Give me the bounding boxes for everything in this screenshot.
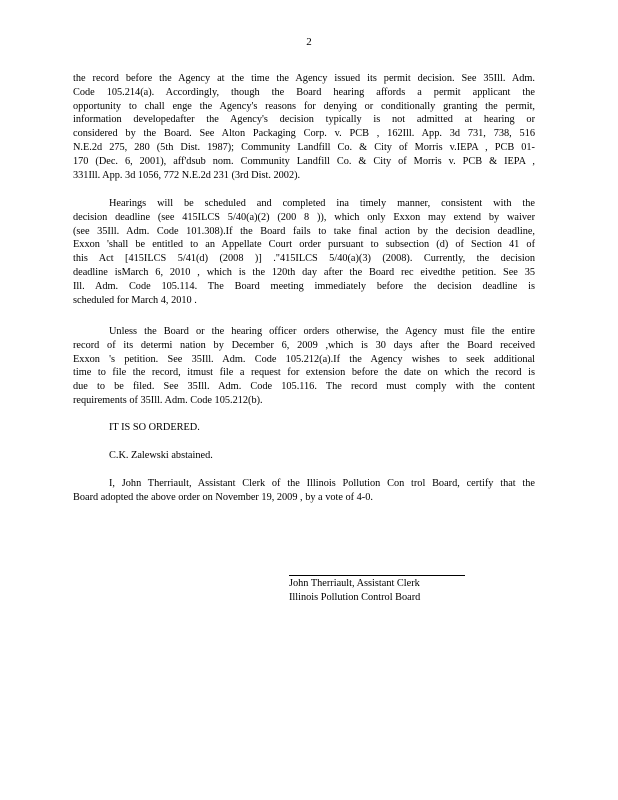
paragraph-agency-record [73, 325, 535, 408]
text-line: time to file the record, itmust file a request for extension before the date on which the record is [73, 367, 535, 379]
signature-line [289, 575, 465, 576]
text-line: the record before the Agency at the time the Agency issued its permit decision. See 35Ill. Adm. [73, 73, 535, 84]
text-line: N.E.2d 275, 280 (5th Dist. 1987); Community Landfill Co. & City of Morris v.IEPA , PCB 01- [73, 141, 535, 153]
text-line: Unless the Board or the hearing officer orders otherwise, the Agency must file the entire [109, 326, 535, 337]
text-line: (see 35Ill. Adm. Code 101.308).If the Board fails to take final action by the decision deadline, [73, 225, 535, 237]
order-statement: IT IS SO ORDERED. [109, 422, 200, 433]
page-number: 2 [306, 36, 312, 48]
paragraph-record-review [73, 72, 535, 182]
text-line: opportunity to chall enge the Agency's reasons for denying or conditionally granting the permit, [73, 100, 535, 112]
text-line: scheduled for March 4, 2010 . [73, 294, 197, 306]
text-line: this Act [415ILCS 5/41(d) (2008 )] ."415ILCS 5/40(a)(3) (2008). Currently, the decision [73, 253, 535, 265]
paragraph-hearing-schedule [73, 197, 535, 307]
text-line: Exxon 'shall be entitled to an Appellate Court order pursuant to subsection (d) of Section 41 of [73, 239, 535, 251]
text-line: Exxon 's petition. See 35Ill. Adm. Code 105.212(a).If the Agency wishes to seek additional [73, 353, 535, 365]
text-line: considered by the Board. See Alton Packaging Corp. v. PCB , 162Ill. App. 3d 731, 738, 516 [73, 128, 535, 140]
text-line: due to be filed. See 35Ill. Adm. Code 105.116. The record must comply with the content [73, 381, 535, 393]
text-line: deadline isMarch 6, 2010 , which is the 120th day after the Board rec eivedthe petition. See 35 [73, 266, 535, 278]
text-line: requirements of 35Ill. Adm. Code 105.212(b). [73, 394, 263, 406]
text-line: I, John Therriault, Assistant Clerk of the Illinois Pollution Con trol Board, certify that the [109, 478, 535, 489]
signature-organization: Illinois Pollution Control Board [289, 592, 421, 603]
text-line: Ill. Adm. Code 105.114. The Board meeting immediately before the decision deadline is [73, 280, 535, 292]
signature-name: John Therriault, Assistant Clerk [289, 578, 420, 589]
text-line: Board adopted the above order on November 19, 2009 , by a vote of 4-0. [73, 491, 373, 503]
text-line: record of its determi nation by December 6, 2009 ,which is 30 days after the Board received [73, 339, 535, 351]
text-line: Hearings will be scheduled and completed ina timely manner, consistent with the [109, 198, 535, 209]
text-line: decision deadline (see 415ILCS 5/40(a)(2) (200 8 )), which only Exxon may extend by waiver [73, 211, 535, 223]
text-line: Code 105.214(a). Accordingly, though the Board hearing affords a permit applicant the [73, 86, 535, 98]
certification-paragraph [73, 477, 535, 505]
abstention-note: C.K. Zalewski abstained. [109, 450, 213, 461]
text-line: 331Ill. App. 3d 1056, 772 N.E.2d 231 (3rd Dist. 2002). [73, 169, 301, 181]
text-line: 170 (Dec. 6, 2001), aff'dsub nom. Community Landfill Co. & City of Morris v. PCB & IEPA , [73, 155, 535, 167]
text-line: information developedafter the Agency's decision typically is not admitted at hearing or [73, 114, 535, 126]
